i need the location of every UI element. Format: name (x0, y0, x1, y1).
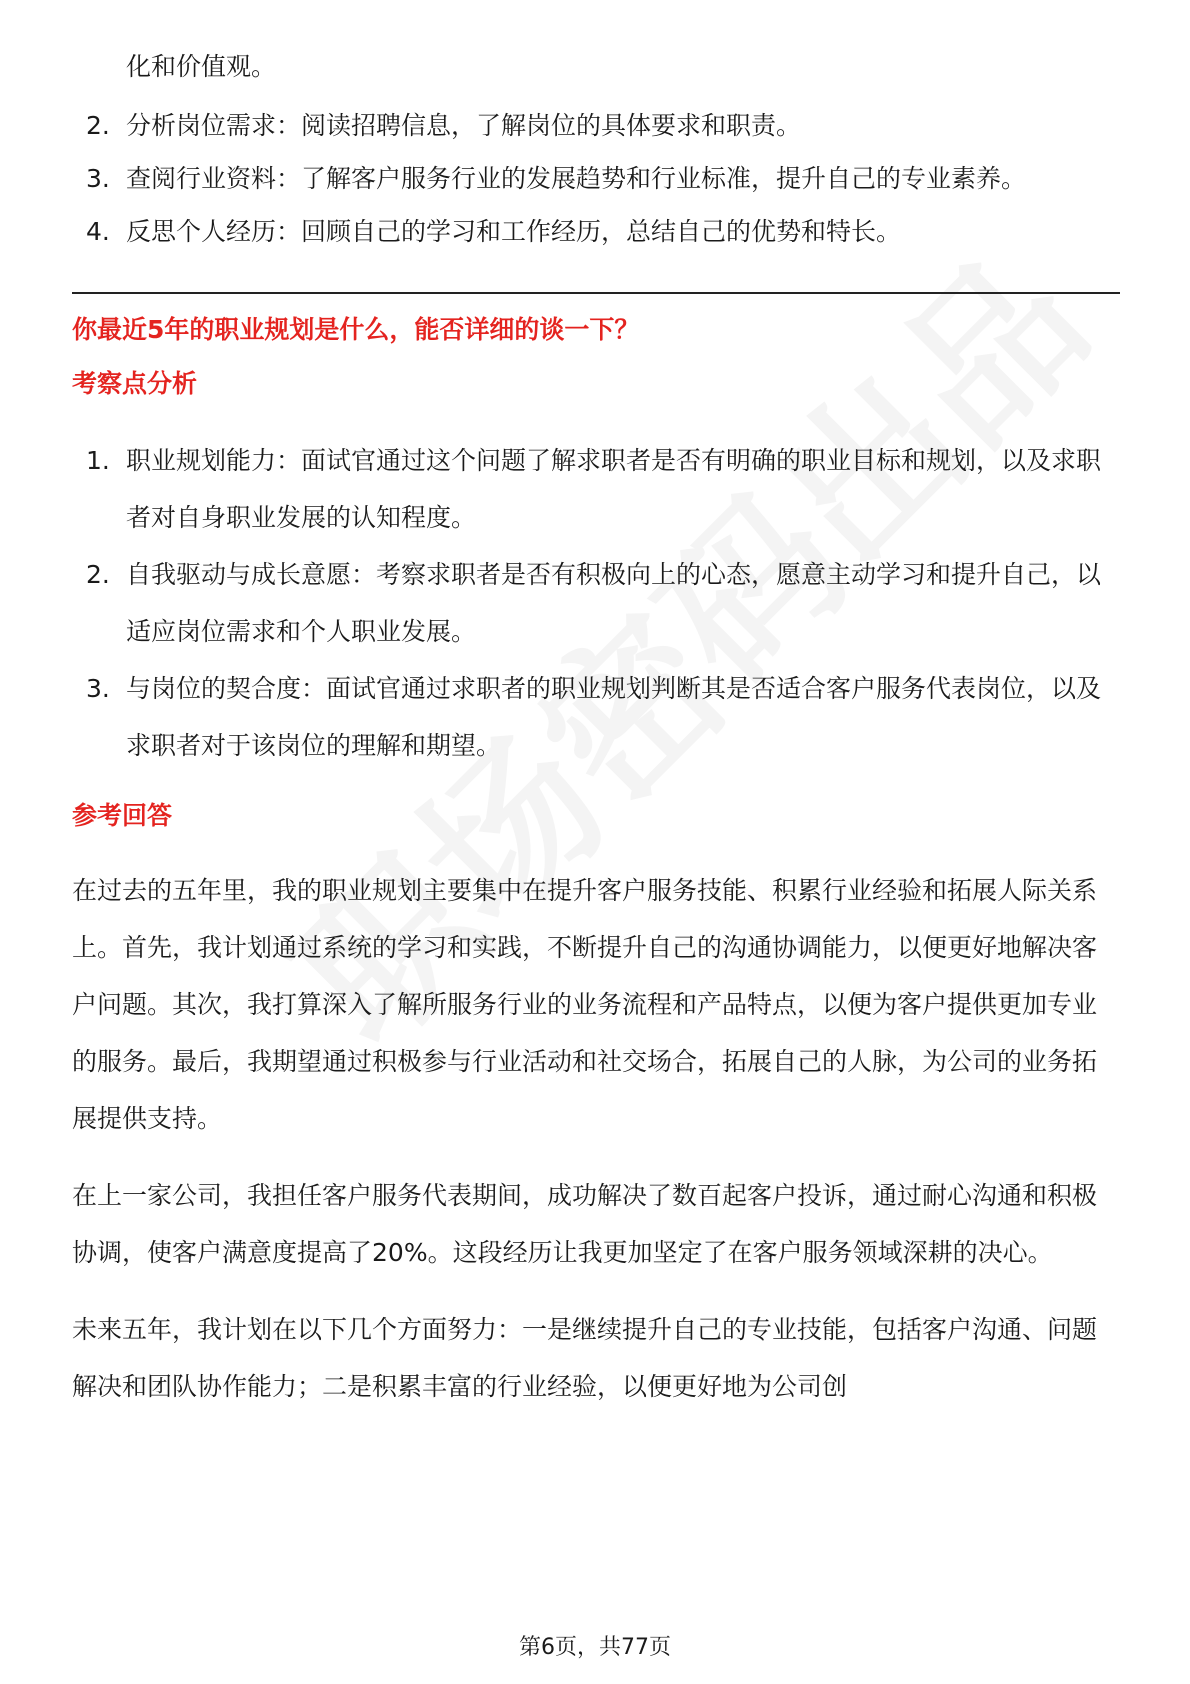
list-text: 职业规划能力：面试官通过这个问题了解求职者是否有明确的职业目标和规划，以及求职者对自身职业发展的认知程度。 (126, 446, 1102, 532)
list-text: 与岗位的契合度：面试官通过求职者的职业规划判断其是否适合客户服务代表岗位，以及求职者对于该岗位的理解和期望。 (126, 674, 1102, 760)
answer-paragraph: 在过去的五年里，我的职业规划主要集中在提升客户服务技能、积累行业经验和拓展人际关系上。首先，我计划通过系统的学习和实践，不断提升自己的沟通协调能力，以便更好地解决客户问题。其次，我打算深入了解所服务行业的业务流程和产品特点，以便为客户提供更加专业的服务。最后，我期望通过积极参与行业活动和社交场合，拓展自己的人脉，为公司的业务拓展提供支持。 (72, 876, 1098, 1133)
list-number: 4. (86, 217, 110, 246)
list-number: 1. (86, 446, 110, 475)
list-item (72, 432, 1120, 546)
list-text: 查阅行业资料：了解客户服务行业的发展趋势和行业标准，提升自己的专业素养。 (126, 164, 1027, 193)
list-item (72, 203, 1120, 260)
answer-heading: 参考回答 (72, 801, 173, 830)
answer-paragraph: 在上一家公司，我担任客户服务代表期间，成功解决了数百起客户投诉，通过耐心沟通和积极协调，使客户满意度提高了20%。这段经历让我更加坚定了在客户服务领域深耕的决心。 (72, 1181, 1098, 1267)
answer-paragraph: 未来五年，我计划在以下几个方面努力：一是继续提升自己的专业技能，包括客户沟通、问题解决和团队协作能力；二是积累丰富的行业经验，以便更好地为公司创 (72, 1315, 1098, 1401)
list-text: 反思个人经历：回顾自己的学习和工作经历，总结自己的优势和特长。 (126, 217, 902, 246)
list-number: 2. (86, 560, 110, 589)
list-item (72, 546, 1120, 660)
page-footer: 第6页，共77页 (519, 1635, 671, 1660)
list-item (72, 97, 1120, 154)
list-item (72, 150, 1120, 207)
list-item (72, 660, 1120, 774)
list-number: 3. (86, 164, 110, 193)
page-content (72, 0, 1120, 1415)
list-item-continuation: 化和价值观。 (126, 52, 277, 81)
prep-list (72, 0, 1120, 260)
list-text: 分析岗位需求：阅读招聘信息，了解岗位的具体要求和职责。 (126, 111, 802, 140)
list-number: 3. (86, 674, 110, 703)
list-text: 自我驱动与成长意愿：考察求职者是否有积极向上的心态，愿意主动学习和提升自己，以适应岗位需求和个人职业发展。 (126, 560, 1102, 646)
analysis-heading: 考察点分析 (72, 369, 198, 398)
list-number: 2. (86, 111, 110, 140)
question-title: 你最近5年的职业规划是什么，能否详细的谈一下？ (72, 315, 640, 344)
analysis-list (72, 432, 1120, 774)
